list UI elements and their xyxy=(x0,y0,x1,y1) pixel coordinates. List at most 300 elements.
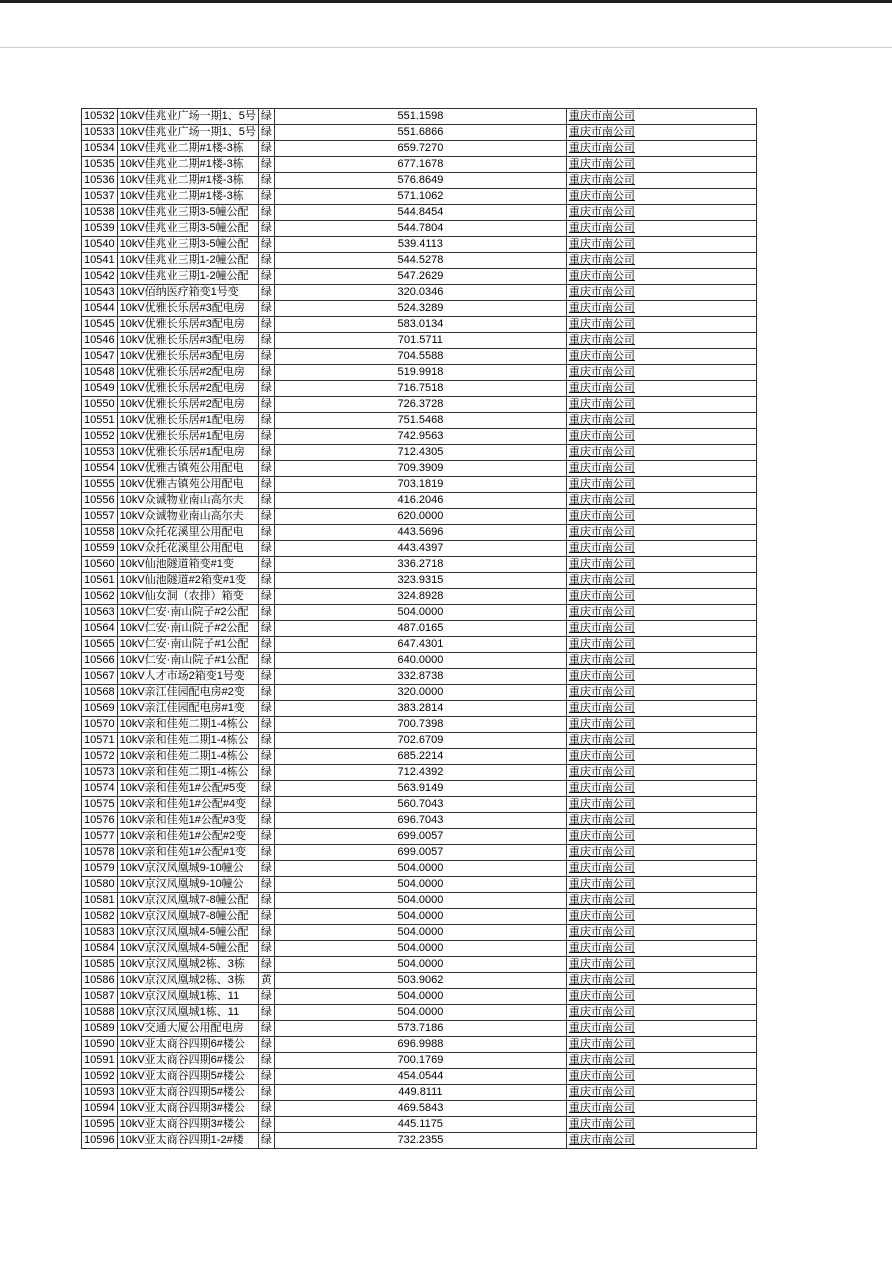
cell-name[interactable]: 10kV亲和佳苑二期1-4栋公 xyxy=(117,765,258,781)
cell-status[interactable]: 绿 xyxy=(258,413,274,429)
cell-value[interactable]: 696.9988 xyxy=(274,1037,566,1053)
cell-status[interactable]: 绿 xyxy=(258,1117,274,1133)
cell-company[interactable]: 重庆市南公司 xyxy=(566,685,756,701)
cell-value[interactable]: 504.0000 xyxy=(274,925,566,941)
cell-id[interactable]: 10558 xyxy=(82,525,118,541)
cell-company[interactable]: 重庆市南公司 xyxy=(566,573,756,589)
cell-value[interactable]: 544.8454 xyxy=(274,205,566,221)
cell-company[interactable]: 重庆市南公司 xyxy=(566,701,756,717)
cell-value[interactable]: 699.0057 xyxy=(274,829,566,845)
cell-name[interactable]: 10kV优雅长乐居#3配电房 xyxy=(117,333,258,349)
cell-id[interactable]: 10534 xyxy=(82,141,118,157)
cell-company[interactable]: 重庆市南公司 xyxy=(566,813,756,829)
cell-id[interactable]: 10581 xyxy=(82,893,118,909)
cell-id[interactable]: 10575 xyxy=(82,797,118,813)
cell-company[interactable]: 重庆市南公司 xyxy=(566,157,756,173)
cell-status[interactable]: 绿 xyxy=(258,221,274,237)
cell-name[interactable]: 10kV仁安·南山院子#2公配 xyxy=(117,605,258,621)
cell-value[interactable]: 443.4397 xyxy=(274,541,566,557)
cell-status[interactable]: 绿 xyxy=(258,285,274,301)
cell-company[interactable]: 重庆市南公司 xyxy=(566,525,756,541)
cell-value[interactable]: 539.4113 xyxy=(274,237,566,253)
cell-status[interactable]: 绿 xyxy=(258,205,274,221)
cell-name[interactable]: 10kV优雅长乐居#2配电房 xyxy=(117,365,258,381)
cell-status[interactable]: 绿 xyxy=(258,701,274,717)
cell-status[interactable]: 绿 xyxy=(258,189,274,205)
cell-company[interactable]: 重庆市南公司 xyxy=(566,621,756,637)
cell-id[interactable]: 10582 xyxy=(82,909,118,925)
cell-id[interactable]: 10543 xyxy=(82,285,118,301)
cell-status[interactable]: 绿 xyxy=(258,669,274,685)
cell-company[interactable]: 重庆市南公司 xyxy=(566,317,756,333)
cell-company[interactable]: 重庆市南公司 xyxy=(566,493,756,509)
cell-id[interactable]: 10594 xyxy=(82,1101,118,1117)
cell-status[interactable]: 绿 xyxy=(258,397,274,413)
cell-company[interactable]: 重庆市南公司 xyxy=(566,1005,756,1021)
cell-id[interactable]: 10552 xyxy=(82,429,118,445)
cell-id[interactable]: 10563 xyxy=(82,605,118,621)
cell-name[interactable]: 10kV仙池隧道箱变#1变 xyxy=(117,557,258,573)
cell-value[interactable]: 573.7186 xyxy=(274,1021,566,1037)
cell-name[interactable]: 10kV佳兆业三期3-5幢公配 xyxy=(117,237,258,253)
cell-status[interactable]: 绿 xyxy=(258,637,274,653)
cell-company[interactable]: 重庆市南公司 xyxy=(566,1053,756,1069)
cell-company[interactable]: 重庆市南公司 xyxy=(566,285,756,301)
cell-name[interactable]: 10kV亲江佳园配电房#2变 xyxy=(117,685,258,701)
cell-company[interactable]: 重庆市南公司 xyxy=(566,173,756,189)
cell-value[interactable]: 571.1062 xyxy=(274,189,566,205)
cell-status[interactable]: 绿 xyxy=(258,653,274,669)
cell-status[interactable]: 绿 xyxy=(258,989,274,1005)
cell-id[interactable]: 10536 xyxy=(82,173,118,189)
cell-id[interactable]: 10532 xyxy=(82,109,118,125)
cell-name[interactable]: 10kV佳兆业二期#1楼-3栋 xyxy=(117,189,258,205)
cell-company[interactable]: 重庆市南公司 xyxy=(566,125,756,141)
cell-status[interactable]: 绿 xyxy=(258,717,274,733)
cell-status[interactable]: 绿 xyxy=(258,1021,274,1037)
cell-value[interactable]: 700.1769 xyxy=(274,1053,566,1069)
cell-value[interactable]: 742.9563 xyxy=(274,429,566,445)
cell-status[interactable]: 绿 xyxy=(258,925,274,941)
cell-company[interactable]: 重庆市南公司 xyxy=(566,1101,756,1117)
cell-id[interactable]: 10549 xyxy=(82,381,118,397)
cell-company[interactable]: 重庆市南公司 xyxy=(566,397,756,413)
cell-id[interactable]: 10572 xyxy=(82,749,118,765)
cell-name[interactable]: 10kV仁安·南山院子#2公配 xyxy=(117,621,258,637)
cell-id[interactable]: 10570 xyxy=(82,717,118,733)
cell-name[interactable]: 10kV亚太商谷四期6#楼公 xyxy=(117,1037,258,1053)
cell-status[interactable]: 绿 xyxy=(258,685,274,701)
cell-company[interactable]: 重庆市南公司 xyxy=(566,941,756,957)
cell-id[interactable]: 10595 xyxy=(82,1117,118,1133)
cell-id[interactable]: 10545 xyxy=(82,317,118,333)
cell-id[interactable]: 10567 xyxy=(82,669,118,685)
cell-id[interactable]: 10576 xyxy=(82,813,118,829)
cell-id[interactable]: 10564 xyxy=(82,621,118,637)
cell-name[interactable]: 10kV佳兆业广场一期1、5号 xyxy=(117,109,258,125)
cell-id[interactable]: 10577 xyxy=(82,829,118,845)
cell-name[interactable]: 10kV仙池隧道#2箱变#1变 xyxy=(117,573,258,589)
cell-name[interactable]: 10kV优雅长乐居#3配电房 xyxy=(117,301,258,317)
cell-name[interactable]: 10kV京汉凤凰城2栋、3栋 xyxy=(117,957,258,973)
cell-company[interactable]: 重庆市南公司 xyxy=(566,653,756,669)
cell-name[interactable]: 10kV京汉凤凰城7-8幢公配 xyxy=(117,909,258,925)
cell-status[interactable]: 绿 xyxy=(258,109,274,125)
cell-id[interactable]: 10569 xyxy=(82,701,118,717)
cell-company[interactable]: 重庆市南公司 xyxy=(566,829,756,845)
cell-status[interactable]: 绿 xyxy=(258,125,274,141)
cell-company[interactable]: 重庆市南公司 xyxy=(566,1117,756,1133)
cell-value[interactable]: 696.7043 xyxy=(274,813,566,829)
cell-value[interactable]: 504.0000 xyxy=(274,957,566,973)
cell-name[interactable]: 10kV京汉凤凰城2栋、3栋 xyxy=(117,973,258,989)
cell-company[interactable]: 重庆市南公司 xyxy=(566,845,756,861)
cell-name[interactable]: 10kV京汉凤凰城1栋、11 xyxy=(117,989,258,1005)
cell-id[interactable]: 10535 xyxy=(82,157,118,173)
cell-name[interactable]: 10kV仁安·南山院子#1公配 xyxy=(117,653,258,669)
cell-id[interactable]: 10557 xyxy=(82,509,118,525)
cell-value[interactable]: 563.9149 xyxy=(274,781,566,797)
cell-status[interactable]: 绿 xyxy=(258,877,274,893)
cell-status[interactable]: 绿 xyxy=(258,893,274,909)
cell-id[interactable]: 10537 xyxy=(82,189,118,205)
cell-name[interactable]: 10kV优雅古镇苑公用配电 xyxy=(117,477,258,493)
cell-status[interactable]: 绿 xyxy=(258,301,274,317)
cell-id[interactable]: 10580 xyxy=(82,877,118,893)
cell-name[interactable]: 10kV佰纳医疗箱变1号变 xyxy=(117,285,258,301)
cell-id[interactable]: 10548 xyxy=(82,365,118,381)
cell-name[interactable]: 10kV亚太商谷四期6#楼公 xyxy=(117,1053,258,1069)
cell-id[interactable]: 10539 xyxy=(82,221,118,237)
cell-name[interactable]: 10kV优雅长乐居#2配电房 xyxy=(117,397,258,413)
cell-name[interactable]: 10kV亲和佳苑1#公配#1变 xyxy=(117,845,258,861)
cell-company[interactable]: 重庆市南公司 xyxy=(566,1069,756,1085)
cell-status[interactable]: 绿 xyxy=(258,573,274,589)
cell-name[interactable]: 10kV京汉凤凰城4-5幢公配 xyxy=(117,941,258,957)
cell-value[interactable]: 702.6709 xyxy=(274,733,566,749)
cell-value[interactable]: 323.9315 xyxy=(274,573,566,589)
cell-value[interactable]: 504.0000 xyxy=(274,605,566,621)
cell-value[interactable]: 320.0000 xyxy=(274,685,566,701)
cell-company[interactable]: 重庆市南公司 xyxy=(566,733,756,749)
cell-company[interactable]: 重庆市南公司 xyxy=(566,141,756,157)
cell-value[interactable]: 699.0057 xyxy=(274,845,566,861)
cell-value[interactable]: 454.0544 xyxy=(274,1069,566,1085)
cell-name[interactable]: 10kV佳兆业三期1-2幢公配 xyxy=(117,253,258,269)
cell-company[interactable]: 重庆市南公司 xyxy=(566,509,756,525)
cell-id[interactable]: 10541 xyxy=(82,253,118,269)
cell-value[interactable]: 647.4301 xyxy=(274,637,566,653)
cell-status[interactable]: 绿 xyxy=(258,1053,274,1069)
cell-id[interactable]: 10596 xyxy=(82,1133,118,1149)
cell-value[interactable]: 685.2214 xyxy=(274,749,566,765)
cell-status[interactable]: 绿 xyxy=(258,461,274,477)
cell-name[interactable]: 10kV京汉凤凰城1栋、11 xyxy=(117,1005,258,1021)
cell-value[interactable]: 709.3909 xyxy=(274,461,566,477)
cell-name[interactable]: 10kV亚太商谷四期3#楼公 xyxy=(117,1117,258,1133)
cell-company[interactable]: 重庆市南公司 xyxy=(566,349,756,365)
cell-id[interactable]: 10592 xyxy=(82,1069,118,1085)
cell-id[interactable]: 10544 xyxy=(82,301,118,317)
cell-value[interactable]: 504.0000 xyxy=(274,909,566,925)
cell-id[interactable]: 10568 xyxy=(82,685,118,701)
cell-value[interactable]: 504.0000 xyxy=(274,1005,566,1021)
cell-status[interactable]: 绿 xyxy=(258,621,274,637)
cell-id[interactable]: 10556 xyxy=(82,493,118,509)
cell-name[interactable]: 10kV优雅古镇苑公用配电 xyxy=(117,461,258,477)
cell-company[interactable]: 重庆市南公司 xyxy=(566,109,756,125)
cell-id[interactable]: 10584 xyxy=(82,941,118,957)
cell-name[interactable]: 10kV众托花溪里公用配电 xyxy=(117,541,258,557)
cell-name[interactable]: 10kV仁安·南山院子#1公配 xyxy=(117,637,258,653)
cell-status[interactable]: 绿 xyxy=(258,557,274,573)
cell-name[interactable]: 10kV亲和佳苑1#公配#5变 xyxy=(117,781,258,797)
cell-id[interactable]: 10533 xyxy=(82,125,118,141)
cell-name[interactable]: 10kV亲江佳园配电房#1变 xyxy=(117,701,258,717)
cell-company[interactable]: 重庆市南公司 xyxy=(566,461,756,477)
cell-value[interactable]: 519.9918 xyxy=(274,365,566,381)
cell-value[interactable]: 503.9062 xyxy=(274,973,566,989)
cell-company[interactable]: 重庆市南公司 xyxy=(566,365,756,381)
cell-value[interactable]: 712.4392 xyxy=(274,765,566,781)
cell-name[interactable]: 10kV人才市场2箱变1号变 xyxy=(117,669,258,685)
cell-value[interactable]: 700.7398 xyxy=(274,717,566,733)
cell-status[interactable]: 绿 xyxy=(258,525,274,541)
cell-name[interactable]: 10kV亲和佳苑1#公配#4变 xyxy=(117,797,258,813)
cell-value[interactable]: 677.1678 xyxy=(274,157,566,173)
cell-status[interactable]: 绿 xyxy=(258,605,274,621)
cell-id[interactable]: 10589 xyxy=(82,1021,118,1037)
cell-status[interactable]: 绿 xyxy=(258,1069,274,1085)
cell-company[interactable]: 重庆市南公司 xyxy=(566,989,756,1005)
cell-name[interactable]: 10kV亲和佳苑二期1-4栋公 xyxy=(117,733,258,749)
cell-status[interactable]: 绿 xyxy=(258,861,274,877)
cell-value[interactable]: 716.7518 xyxy=(274,381,566,397)
cell-value[interactable]: 751.5468 xyxy=(274,413,566,429)
cell-status[interactable]: 绿 xyxy=(258,749,274,765)
cell-status[interactable]: 绿 xyxy=(258,429,274,445)
cell-company[interactable]: 重庆市南公司 xyxy=(566,189,756,205)
cell-name[interactable]: 10kV优雅长乐居#1配电房 xyxy=(117,413,258,429)
cell-status[interactable]: 绿 xyxy=(258,813,274,829)
cell-status[interactable]: 绿 xyxy=(258,333,274,349)
cell-value[interactable]: 320.0346 xyxy=(274,285,566,301)
cell-status[interactable]: 绿 xyxy=(258,237,274,253)
cell-status[interactable]: 绿 xyxy=(258,829,274,845)
cell-status[interactable]: 黄 xyxy=(258,973,274,989)
cell-name[interactable]: 10kV佳兆业二期#1楼-3栋 xyxy=(117,141,258,157)
cell-status[interactable]: 绿 xyxy=(258,957,274,973)
cell-value[interactable]: 620.0000 xyxy=(274,509,566,525)
cell-company[interactable]: 重庆市南公司 xyxy=(566,205,756,221)
cell-company[interactable]: 重庆市南公司 xyxy=(566,253,756,269)
cell-name[interactable]: 10kV优雅长乐居#1配电房 xyxy=(117,445,258,461)
cell-status[interactable]: 绿 xyxy=(258,1085,274,1101)
cell-id[interactable]: 10538 xyxy=(82,205,118,221)
cell-company[interactable]: 重庆市南公司 xyxy=(566,749,756,765)
cell-status[interactable]: 绿 xyxy=(258,1133,274,1149)
cell-name[interactable]: 10kV仙女洞（农排）箱变 xyxy=(117,589,258,605)
cell-name[interactable]: 10kV优雅长乐居#3配电房 xyxy=(117,349,258,365)
cell-id[interactable]: 10587 xyxy=(82,989,118,1005)
cell-company[interactable]: 重庆市南公司 xyxy=(566,893,756,909)
cell-name[interactable]: 10kV佳兆业二期#1楼-3栋 xyxy=(117,157,258,173)
cell-status[interactable]: 绿 xyxy=(258,797,274,813)
cell-value[interactable]: 547.2629 xyxy=(274,269,566,285)
cell-name[interactable]: 10kV亚太商谷四期3#楼公 xyxy=(117,1101,258,1117)
cell-name[interactable]: 10kV京汉凤凰城7-8幢公配 xyxy=(117,893,258,909)
cell-status[interactable]: 绿 xyxy=(258,365,274,381)
cell-id[interactable]: 10555 xyxy=(82,477,118,493)
cell-status[interactable]: 绿 xyxy=(258,381,274,397)
cell-company[interactable]: 重庆市南公司 xyxy=(566,429,756,445)
cell-id[interactable]: 10550 xyxy=(82,397,118,413)
cell-name[interactable]: 10kV亚太商谷四期5#楼公 xyxy=(117,1085,258,1101)
cell-value[interactable]: 659.7270 xyxy=(274,141,566,157)
cell-name[interactable]: 10kV优雅长乐居#1配电房 xyxy=(117,429,258,445)
cell-company[interactable]: 重庆市南公司 xyxy=(566,301,756,317)
cell-company[interactable]: 重庆市南公司 xyxy=(566,765,756,781)
cell-name[interactable]: 10kV佳兆业二期#1楼-3栋 xyxy=(117,173,258,189)
cell-company[interactable]: 重庆市南公司 xyxy=(566,957,756,973)
cell-value[interactable]: 332.8738 xyxy=(274,669,566,685)
cell-value[interactable]: 504.0000 xyxy=(274,861,566,877)
cell-value[interactable]: 703.1819 xyxy=(274,477,566,493)
cell-value[interactable]: 726.3728 xyxy=(274,397,566,413)
cell-id[interactable]: 10546 xyxy=(82,333,118,349)
cell-name[interactable]: 10kV亲和佳苑1#公配#2变 xyxy=(117,829,258,845)
cell-id[interactable]: 10574 xyxy=(82,781,118,797)
cell-value[interactable]: 504.0000 xyxy=(274,989,566,1005)
cell-value[interactable]: 704.5588 xyxy=(274,349,566,365)
cell-id[interactable]: 10585 xyxy=(82,957,118,973)
cell-id[interactable]: 10547 xyxy=(82,349,118,365)
cell-value[interactable]: 551.1598 xyxy=(274,109,566,125)
cell-id[interactable]: 10540 xyxy=(82,237,118,253)
cell-value[interactable]: 324.8928 xyxy=(274,589,566,605)
cell-status[interactable]: 绿 xyxy=(258,477,274,493)
cell-id[interactable]: 10551 xyxy=(82,413,118,429)
cell-company[interactable]: 重庆市南公司 xyxy=(566,1021,756,1037)
cell-value[interactable]: 504.0000 xyxy=(274,941,566,957)
cell-status[interactable]: 绿 xyxy=(258,253,274,269)
cell-company[interactable]: 重庆市南公司 xyxy=(566,1133,756,1149)
cell-status[interactable]: 绿 xyxy=(258,493,274,509)
cell-name[interactable]: 10kV众诚物业南山高尔夫 xyxy=(117,509,258,525)
cell-company[interactable]: 重庆市南公司 xyxy=(566,381,756,397)
cell-value[interactable]: 504.0000 xyxy=(274,893,566,909)
cell-name[interactable]: 10kV亲和佳苑二期1-4栋公 xyxy=(117,717,258,733)
cell-name[interactable]: 10kV众托花溪里公用配电 xyxy=(117,525,258,541)
cell-status[interactable]: 绿 xyxy=(258,269,274,285)
cell-name[interactable]: 10kV优雅长乐居#2配电房 xyxy=(117,381,258,397)
cell-name[interactable]: 10kV京汉凤凰城9-10幢公 xyxy=(117,861,258,877)
cell-id[interactable]: 10579 xyxy=(82,861,118,877)
cell-company[interactable]: 重庆市南公司 xyxy=(566,557,756,573)
cell-name[interactable]: 10kV佳兆业广场一期1、5号 xyxy=(117,125,258,141)
cell-value[interactable]: 544.7804 xyxy=(274,221,566,237)
cell-name[interactable]: 10kV亚太商谷四期5#楼公 xyxy=(117,1069,258,1085)
cell-status[interactable]: 绿 xyxy=(258,1037,274,1053)
cell-value[interactable]: 469.5843 xyxy=(274,1101,566,1117)
cell-company[interactable]: 重庆市南公司 xyxy=(566,333,756,349)
cell-value[interactable]: 712.4305 xyxy=(274,445,566,461)
cell-id[interactable]: 10542 xyxy=(82,269,118,285)
cell-status[interactable]: 绿 xyxy=(258,509,274,525)
cell-company[interactable]: 重庆市南公司 xyxy=(566,413,756,429)
cell-id[interactable]: 10554 xyxy=(82,461,118,477)
cell-company[interactable]: 重庆市南公司 xyxy=(566,605,756,621)
cell-value[interactable]: 640.0000 xyxy=(274,653,566,669)
cell-name[interactable]: 10kV亲和佳苑二期1-4栋公 xyxy=(117,749,258,765)
cell-value[interactable]: 551.6866 xyxy=(274,125,566,141)
cell-company[interactable]: 重庆市南公司 xyxy=(566,1085,756,1101)
cell-company[interactable]: 重庆市南公司 xyxy=(566,925,756,941)
cell-value[interactable]: 544.5278 xyxy=(274,253,566,269)
cell-status[interactable]: 绿 xyxy=(258,445,274,461)
cell-value[interactable]: 416.2046 xyxy=(274,493,566,509)
cell-value[interactable]: 504.0000 xyxy=(274,877,566,893)
cell-name[interactable]: 10kV亲和佳苑1#公配#3变 xyxy=(117,813,258,829)
cell-id[interactable]: 10566 xyxy=(82,653,118,669)
cell-company[interactable]: 重庆市南公司 xyxy=(566,269,756,285)
cell-id[interactable]: 10560 xyxy=(82,557,118,573)
cell-value[interactable]: 443.5696 xyxy=(274,525,566,541)
cell-company[interactable]: 重庆市南公司 xyxy=(566,861,756,877)
cell-status[interactable]: 绿 xyxy=(258,941,274,957)
cell-status[interactable]: 绿 xyxy=(258,349,274,365)
cell-company[interactable]: 重庆市南公司 xyxy=(566,781,756,797)
cell-name[interactable]: 10kV交通大厦公用配电房 xyxy=(117,1021,258,1037)
cell-value[interactable]: 524.3289 xyxy=(274,301,566,317)
cell-name[interactable]: 10kV佳兆业三期3-5幢公配 xyxy=(117,205,258,221)
cell-value[interactable]: 336.2718 xyxy=(274,557,566,573)
cell-value[interactable]: 383.2814 xyxy=(274,701,566,717)
cell-value[interactable]: 487.0165 xyxy=(274,621,566,637)
cell-company[interactable]: 重庆市南公司 xyxy=(566,1037,756,1053)
cell-id[interactable]: 10553 xyxy=(82,445,118,461)
cell-company[interactable]: 重庆市南公司 xyxy=(566,909,756,925)
cell-status[interactable]: 绿 xyxy=(258,1101,274,1117)
cell-id[interactable]: 10571 xyxy=(82,733,118,749)
cell-status[interactable]: 绿 xyxy=(258,845,274,861)
cell-company[interactable]: 重庆市南公司 xyxy=(566,717,756,733)
cell-id[interactable]: 10583 xyxy=(82,925,118,941)
cell-company[interactable]: 重庆市南公司 xyxy=(566,221,756,237)
cell-id[interactable]: 10590 xyxy=(82,1037,118,1053)
cell-status[interactable]: 绿 xyxy=(258,733,274,749)
cell-status[interactable]: 绿 xyxy=(258,173,274,189)
cell-company[interactable]: 重庆市南公司 xyxy=(566,541,756,557)
cell-status[interactable]: 绿 xyxy=(258,157,274,173)
cell-status[interactable]: 绿 xyxy=(258,541,274,557)
cell-value[interactable]: 732.2355 xyxy=(274,1133,566,1149)
cell-value[interactable]: 560.7043 xyxy=(274,797,566,813)
cell-value[interactable]: 583.0134 xyxy=(274,317,566,333)
cell-name[interactable]: 10kV众诚物业南山高尔夫 xyxy=(117,493,258,509)
cell-status[interactable]: 绿 xyxy=(258,141,274,157)
cell-status[interactable]: 绿 xyxy=(258,781,274,797)
cell-id[interactable]: 10588 xyxy=(82,1005,118,1021)
cell-company[interactable]: 重庆市南公司 xyxy=(566,797,756,813)
cell-name[interactable]: 10kV佳兆业三期1-2幢公配 xyxy=(117,269,258,285)
cell-status[interactable]: 绿 xyxy=(258,909,274,925)
cell-id[interactable]: 10593 xyxy=(82,1085,118,1101)
cell-id[interactable]: 10565 xyxy=(82,637,118,653)
cell-status[interactable]: 绿 xyxy=(258,317,274,333)
cell-name[interactable]: 10kV亚太商谷四期1-2#楼 xyxy=(117,1133,258,1149)
cell-id[interactable]: 10578 xyxy=(82,845,118,861)
